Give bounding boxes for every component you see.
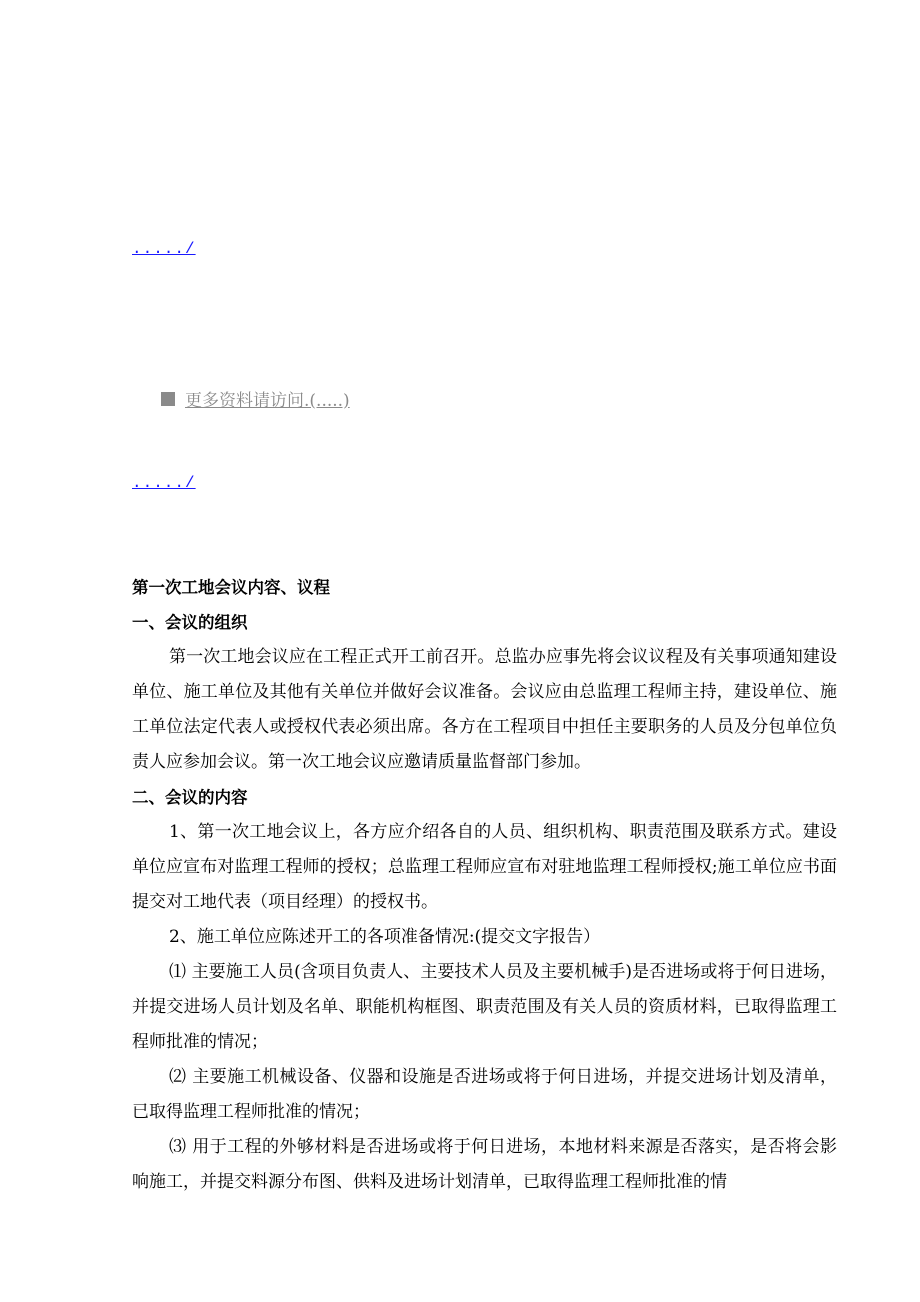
paragraph: ⑵ 主要施工机械设备、仪器和设施是否进场或将于何日进场，并提交进场计划及清单，已取得监理工程师批准的情况； [132, 1067, 837, 1122]
document-title: 第一次工地会议内容、议程 [132, 578, 330, 597]
paragraph: ⑶ 用于工程的外够材料是否进场或将于何日进场，本地材料来源是否落实，是否将会影响施工，并提交料源分布图、供料及进场计划清单，已取得监理工程师批准的情 [132, 1137, 837, 1192]
promo-line [161, 386, 350, 411]
paragraph: 1、第一次工地会议上，各方应介绍各自的人员、组织机构、职责范围及联系方式。建设单位应宣布对监理工程师的授权；总监理工程师应宣布对驻地监理工程师授权;施工单位应书面提交对工地代表（项目经理）的授权书。 [132, 822, 837, 912]
promo-link[interactable]: 更多资料请访问.(.....) [185, 391, 350, 411]
top-link[interactable]: ...../ [132, 240, 196, 258]
paragraph: ⑴ 主要施工人员(含项目负责人、主要技术人员及主要机械手)是否进场或将于何日进场，并提交进场人员计划及名单、职能机构框图、职责范围及有关人员的资质材料，已取得监理工程师批准的情况； [132, 962, 837, 1052]
middle-link[interactable]: ...../ [132, 474, 196, 492]
paragraph: 第一次工地会议应在工程正式开工前召开。总监办应事先将会议议程及有关事项通知建设单位、施工单位及其他有关单位并做好会议准备。会议应由总监理工程师主持，建设单位、施工单位法定代表人或授权代表必须出席。各方在工程项目中担任主要职务的人员及分包单位负责人应参加会议。第一次工地会议应邀请质量监督部门参加。 [132, 647, 837, 772]
paragraph: 2、施工单位应陈述开工的各项准备情况:(提交文字报告） [169, 927, 601, 947]
section-heading: 二、会议的内容 [132, 788, 248, 807]
square-bullet-icon [161, 392, 175, 406]
document-body [132, 570, 837, 1200]
section-heading: 一、会议的组织 [132, 613, 248, 632]
